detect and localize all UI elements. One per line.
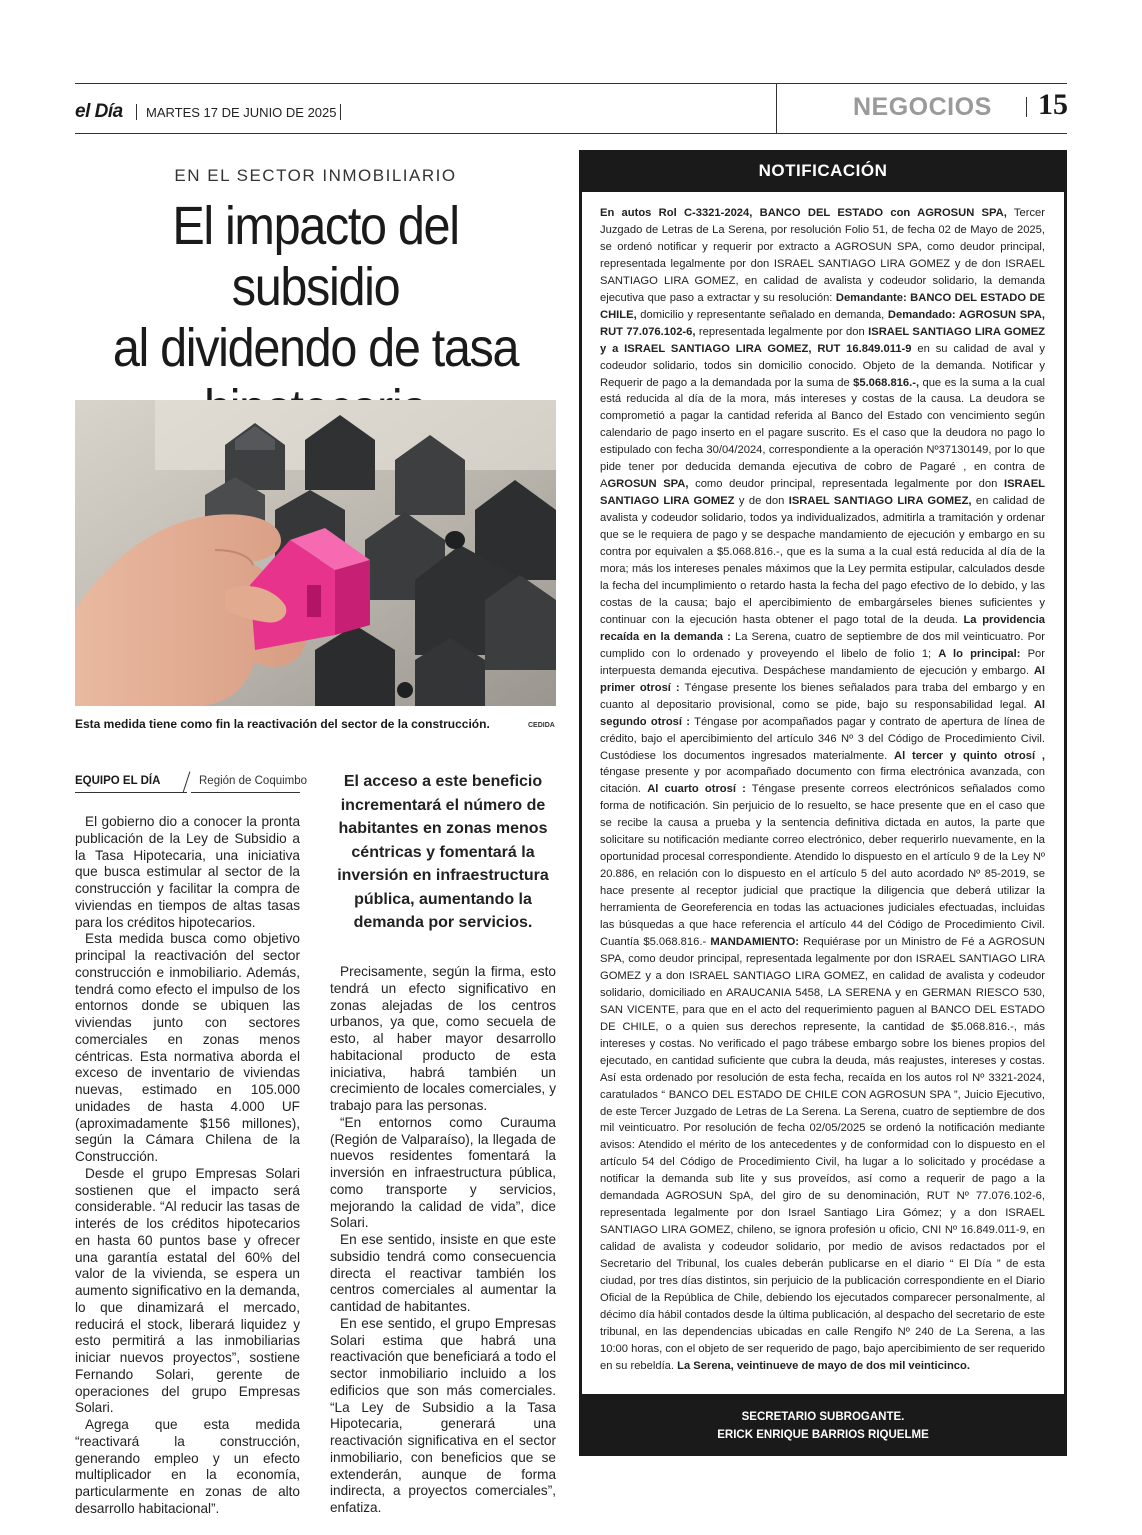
notice-bold-text: ISRAEL SANTIAGO LIRA GOMEZ y a ISRAEL SANTIAGO LIRA GOMEZ, RUT 16.849.011-9 (600, 325, 1046, 355)
issue-date: MARTES 17 DE JUNIO DE 2025 (146, 105, 337, 120)
header-separator (136, 104, 137, 120)
notice-bold-text: La providencia recaída en la demanda : (600, 613, 1045, 643)
notice-text: Por interpuesta demanda ejecutiva. Despáchese mandamiento de ejecución y embargo. (600, 647, 1045, 677)
notice-bold-text: A lo principal: (938, 647, 1021, 660)
article-paragraph: Desde el grupo Empresas Solari sostienen que el impacto será considerable. “Al reducir las tasas de interés de los créditos hipotecarios en hasta 60 puntos base y ofrecer una garantía estatal del 60% del valor de la vivienda, se espera un aumento significativo en la demanda, lo que dinamizará el mercado, reducirá el stock, liberará liquidez y esto permitirá a las inmobiliarias iniciar nuevos proyectos”, sostiene Fernando Solari, gerente de operaciones del grupo Empresas Solari. (75, 1165, 300, 1416)
photo-credit: CEDIDA (528, 722, 555, 729)
section-name: NEGOCIOS (853, 93, 992, 121)
notice-bold-text: Demandado: AGROSUN SPA, RUT 77.076.102-6, (600, 308, 1045, 338)
notice-text: que es la suma a la cual está reducida al día de la mora, más intereses y costas de la causa. La deudora se comprometió a pagar la cantidad referida al Banco del Estado con vencimiento según calendario de pago inserto en el pagare suscrito. Es el caso que la deudora no pago lo estipulado con fecha 30/04/2024, correspondiente a la operación Nº37130149, por lo que pide tener por deducida demanda ejecutiva de cobro de Pagaré , en contra de A (600, 376, 1045, 491)
header-separator (340, 104, 341, 120)
notice-bold-text: ISRAEL SANTIAGO LIRA GOMEZ, (788, 495, 972, 508)
signature-name: ERICK ENRIQUE BARRIOS RIQUELME (717, 1429, 929, 1441)
headline-line: El impacto del subsidio (172, 196, 459, 317)
header-divider (776, 84, 777, 133)
article-column-2 (330, 964, 556, 1517)
article-paragraph: Esta medida busca como objetivo principal la reactivación del sector construcción e inmobiliario. Además, tendrá como efecto el impulso de los entornos donde se ubiquen las viviendas junto con sectores comerciales en zonas menos céntricas. Esta normativa aborda el exceso de inventario de viviendas nuevas, estimado en 105.000 unidades de hasta 4.000 UF (aproximadamente $156 millones), según la Cámara Chilena de la Construcción. (75, 931, 300, 1164)
houses-hand-illustration (75, 400, 556, 706)
article-paragraph: Precisamente, según la firma, esto tendrá un efecto significativo en zonas alejadas de los centros urbanos, ya que, como secuela de esto, al haber mayor desarrollo habitacional producto de esta iniciativa, habrá también un crecimiento de locales comerciales, y trabajo para las personas. (330, 964, 556, 1113)
notice-bold-text: La Serena, veintinueve de mayo de dos mil veinticinco. (677, 1359, 970, 1372)
newspaper-logo: el Día (75, 101, 123, 122)
header-separator (1026, 97, 1027, 117)
article-paragraph: Agrega que esta medida “reactivará la construcción, generando empleo y un efecto multiplicador en la economía, particularmente en zonas de alto desarrollo habitacional”. (75, 1417, 300, 1516)
notice-bold-text: Al primer otrosí : (600, 664, 1045, 694)
region-label: Región de Coquimbo (199, 775, 308, 787)
notice-bold-text: Al cuarto otrosí : (647, 783, 746, 796)
article-photo (75, 400, 556, 706)
article-column-1 (75, 814, 300, 1518)
notice-text: Requiérase por un Ministro de Fé a AGROSUN SPA, como deudor principal, representada legalmente por don ISRAEL SANTIAGO LIRA GOMEZ y a don ISRAEL SANTIAGO LIRA GOMEZ, en calidad de avalista y codeudor solidario, domiciliado en ARAUCANIA 5458, LA SERENA y en GERMAN RIESCO 530, SAN VICENTE, para que en el acto del requerimiento paguen al BANCO DEL ESTADO DE CHILE, o a quien sus derechos represente, la cantidad de $5.068.816.-, más intereses y costas. No verificado el pago trábese embargo sobre los bienes propios del ejecutado, en cantidad suficiente que cubra la deuda, más reajustes, intereses y costas. Así esta ordenado por resolución de esta fecha, recaída en los autos rol Nº 3321-2024, caratulados “ BANCO DEL ESTADO DE CHILE CON AGROSUN SPA ”, Juicio Ejecutivo, de este Tercer Juzgado de Letras de La Serena. La Serena, cuatro de septiembre de dos mil veinticuatro. Por resolución de fecha 02/05/2025 se ordenó la notificación mediante avisos: Atendido el mérito de los antecedentes y de conformidad con lo dispuesto en el artículo 54 del Código de Procedimiento Civil, ha lugar a lo solicitado y procédase a notificar la demanda sub lite y sus proveídos, así como a requerir de pago a la demandada AGROSUN SpA, del giro de su denominación, RUT Nº 77.076.102-6, representada legalmente por don Israel Santiago Lira Gómez; y a don ISRAEL SANTIAGO LIRA GOMEZ, chileno, se ignora profesión u oficio, CNI Nº 16.849.011-9, en calidad de avalista y codeudor solidario, por medio de avisos redactados por el Secretario del Tribunal, los cuales deberán publicarse en el diario “ El Día ” de esta ciudad, por tres días distintos, sin perjuicio de la publicación correspondiente en el Diario Oficial de la República de Chile, debiendo los ejecutados comparecer personalmente, al décimo día hábil contados desde la última publicación, al despacho del secretario de este tribunal, en las dependencias ubicadas en calle Rengifo Nº 240 de La Serena, a las 10:00 horas, con el objeto de ser requerido de pago, bajo apercibimiento de ser requerido en su rebeldía. (600, 935, 1045, 1372)
notice-text: Téngase presente correos electrónicos señalados como forma de notificación. Sin perjuicio de lo resuelto, se hace presente que en el caso que se recibe la causa a prueba y la sentencia definitiva dictada en autos, la parte que solicitare su notificación mediante correo electrónico, deber requerirlo nuevamente, en la oportunidad procesal correspondiente. Atendido lo dispuesto en el artículo 9 de la Ley Nº 20.886, en relación con lo dispuesto en el artículo 5 del auto acordado Nº 85-2019, se hace presente al receptor judicial que practique la diligencia que deberá utilizar la herramienta de Georeferencia en todas las actuaciones judiciales efectuadas, incluidas las búsquedas a que hace referencia el artículo 44 del Código de Procedimiento Civil. Cuantía $5.068.816.- (600, 783, 1045, 948)
notice-text: Téngase por acompañados pagar y contrato de apertura de línea de crédito, bajo el apercibimiento del artículo 346 Nº 3 del Código de Procedimiento Civil. Custódiese los documentos ingresados materialmente. (600, 715, 1045, 762)
notice-text: Téngase presente los bienes señalados para traba del embargo y en cuanto al depositario provisional, como se pide, bajo su responsabilidad legal. (600, 681, 1045, 711)
notice-bold-text: Al tercer y quinto otrosí , (894, 749, 1046, 762)
notice-text: en calidad de avalista y codeudor solidario, todos ya individualizados, admitirla a tramitación y ordenar que se le requiera de pago y se despache mandamiento de ejecución y embargo en su contra por equivalen a $5.068.816.-, que es la suma a la cual está reducida al día de la mora; más los intereses penales máximos que la Ley permita estipular, calculados desde la fecha del incumplimiento o retardo hasta la fecha del pago efectivo de lo debido, y las costas de la causa; bajo el apercibimiento de embargárseles bienes suficientes y continuar con la ejecución hasta obtener el pago total de la deuda. (600, 495, 1045, 626)
byline-rule (75, 792, 187, 793)
notice-bold-text: GROSUN SPA, (607, 478, 689, 491)
photo-caption: Esta medida tiene como fin la reactivación del sector de la construcción. (75, 717, 490, 731)
pull-quote: El acceso a este beneficio incrementará el número de habitantes en zonas menos céntricas y fomentará la inversión en infraestructura pública, aumentando la demanda por servicios. (337, 773, 549, 931)
notice-bold-text: ISRAEL SANTIAGO LIRA GOMEZ (600, 478, 1045, 508)
article-kicker: EN EL SECTOR INMOBILIARIO (174, 166, 457, 185)
article-paragraph: En ese sentido, el grupo Empresas Solari estima que habrá una reactivación que beneficiará a todo el sector inmobiliario incluido a los edificios que son más comerciales. “La Ley de Subsidio a la Tasa Hipotecaria, generará una reactivación significativa en el sector inmobiliario, con beneficios que se extenderán, aunque de forma indirecta, a proyectos comerciales”, enfatiza. (330, 1315, 556, 1515)
notice-bold-text: En autos Rol C-3321-2024, BANCO DEL ESTADO con AGROSUN SPA, (600, 207, 1007, 219)
article-paragraph: En ese sentido, insiste en que este subsidio tendrá como consecuencia directa el reactivar también los centros comerciales al aumentar la cantidad de habitantes. (330, 1232, 556, 1314)
notice-text: Tercer Juzgado de Letras de La Serena, por resolución Folio 51, de fecha 02 de Mayo de 2025, se ordenó notificar y requerir por extracto a AGROSUN SPA, como deudor principal, representada legalmente por don ISRAEL SANTIAGO LIRA GOMEZ y de don ISRAEL SANTIAGO LIRA GOMEZ, en calidad de avalista y codeudor solidario, la demanda ejecutiva que paso a extractar y su resolución: (600, 207, 1045, 304)
headline-line: al dividendo de tasa (112, 318, 519, 378)
notice-bold-text: Al segundo otrosí : (600, 698, 1045, 728)
page-number: 15 (1038, 88, 1068, 121)
notice-signature (579, 1408, 1067, 1444)
region-rule (191, 792, 300, 793)
header-bottom-rule (75, 133, 1067, 134)
notice-bold-text: MANDAMIENTO: (710, 935, 800, 948)
notice-text: y de don (734, 495, 789, 508)
byline: EQUIPO EL DÍA (75, 775, 161, 787)
article-paragraph: “En entornos como Curauma (Región de Valparaíso), la llegada de nuevos residentes fomentará la inversión en infraestructura pública, como transporte y servicios, mejorando la calidad de vida”, dice Solari. (330, 1114, 556, 1231)
notice-body (600, 205, 1045, 1375)
notice-title: NOTIFICACIÓN (758, 161, 888, 180)
notice-bold-text: Demandante: BANCO DEL ESTADO DE CHILE, (600, 291, 1046, 321)
notice-text: domicilio y representante señalado en demanda, (636, 308, 888, 321)
article-paragraph: El gobierno dio a conocer la pronta publicación de la Ley de Subsidio a la Tasa Hipotecaria, una iniciativa que busca estimular al sector de la construcción y facilitar la compra de viviendas en tiempos de altas tasas para los créditos hipotecarios. (75, 814, 300, 930)
notice-bold-text: $5.068.816.-, (853, 376, 920, 389)
notice-text: La Serena, cuatro de septiembre de dos mil veinticuatro. Por cumplido con lo ordenado y proveyendo el libelo de folio 1; (600, 630, 1046, 660)
notice-text: como deudor principal, representada legalmente por don (688, 478, 1004, 491)
byline-divider (183, 771, 191, 792)
signature-title: SECRETARIO SUBROGANTE. (741, 1411, 905, 1423)
notice-text: téngase presente y por acompañado documento con firma electrónica avanzada, con citación. (600, 766, 1045, 796)
notice-text: representada legalmente por don (695, 325, 869, 338)
header-top-rule (75, 83, 1067, 84)
notice-text: en su calidad de aval y codeudor solidario, todos sin domicilio conocido. Objeto de la demanda. Notificar y Requerir de pago a la demandada por la suma de (600, 342, 1045, 389)
